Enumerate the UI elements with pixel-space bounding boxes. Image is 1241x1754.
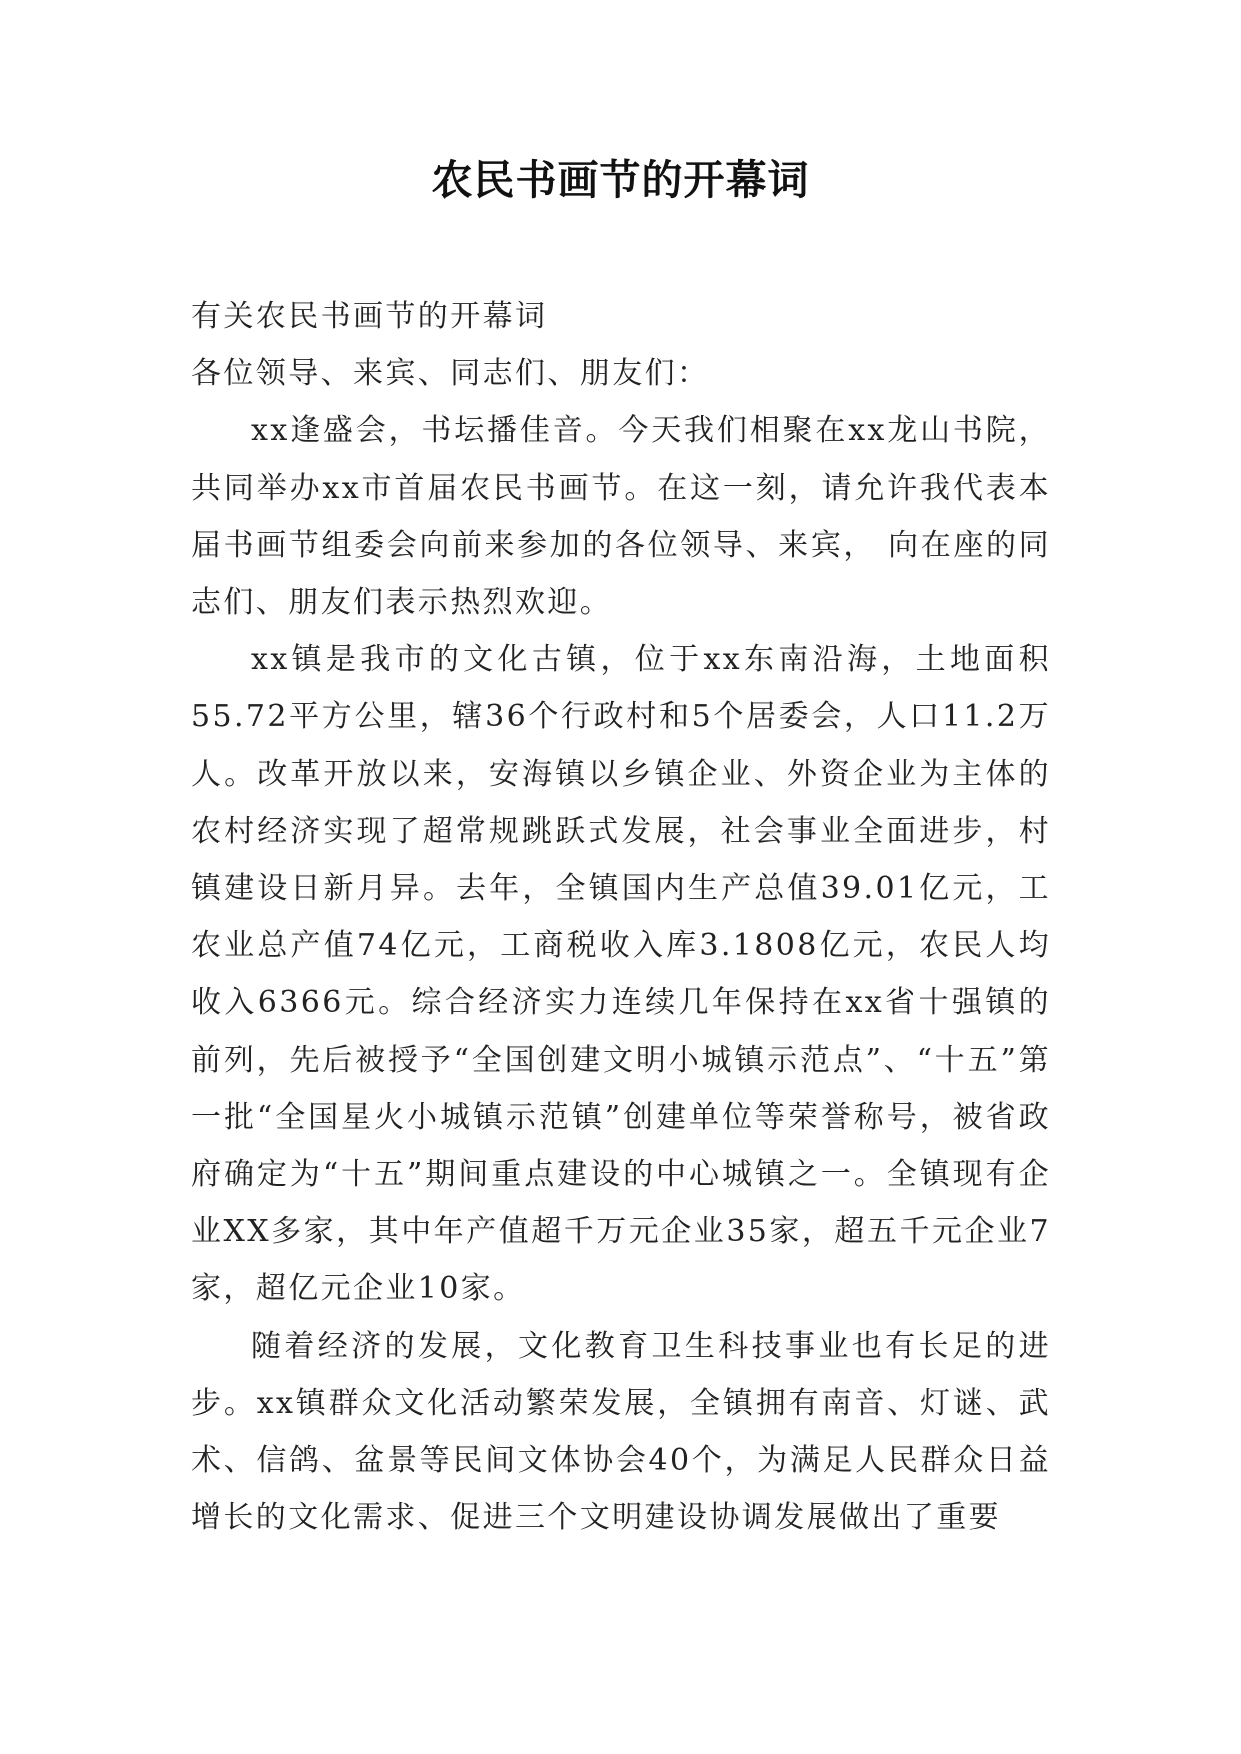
document-subtitle: 有关农民书画节的开幕词 (191, 299, 548, 334)
paragraph-1: xx逢盛会，书坛播佳音。今天我们相聚在xx龙山书院，共同举办xx市首届农民书画节。在这一刻，请允许我代表本届书画节组委会向前来参加的各位领导、来宾， 向在座的同志们、朋友们表示热烈欢迎。 (191, 413, 1051, 621)
document-title: 农民书画节的开幕词 (431, 156, 810, 204)
paragraph-3: 随着经济的发展，文化教育卫生科技事业也有长足的进步。xx镇群众文化活动繁荣发展，全镇拥有南音、灯谜、武术、信鸽、盆景等民间文体协会40个，为满足人民群众日益增长的文化需求、促进三个文明建设协调发展做出了重要 (191, 1328, 1051, 1536)
paragraph-2: xx镇是我市的文化古镇，位于xx东南沿海，土地面积55.72平方公里，辖36个行政村和5个居委会，人口11.2万人。改革开放以来，安海镇以乡镇企业、外资企业为主体的农村经济实现了超常规跳跃式发展，社会事业全面进步，村镇建设日新月异。去年，全镇国内生产总值39.01亿元，工农业总产值74亿元，工商税收入库3.1808亿元，农民人均收入6366元。综合经济实力连续几年保持在xx省十强镇的前列，先后被授予“全国创建文明小城镇示范点”、“十五”第一批“全国星火小城镇示范镇”创建单位等荣誉称号，被省政府确定为“十五”期间重点建设的中心城镇之一。全镇现有企业XX多家，其中年产值超千万元企业35家，超五千元企业7家，超亿元企业10家。 (191, 642, 1051, 1307)
salutation: 各位领导、来宾、同志们、朋友们： (191, 356, 710, 392)
document-body (191, 288, 1051, 1546)
